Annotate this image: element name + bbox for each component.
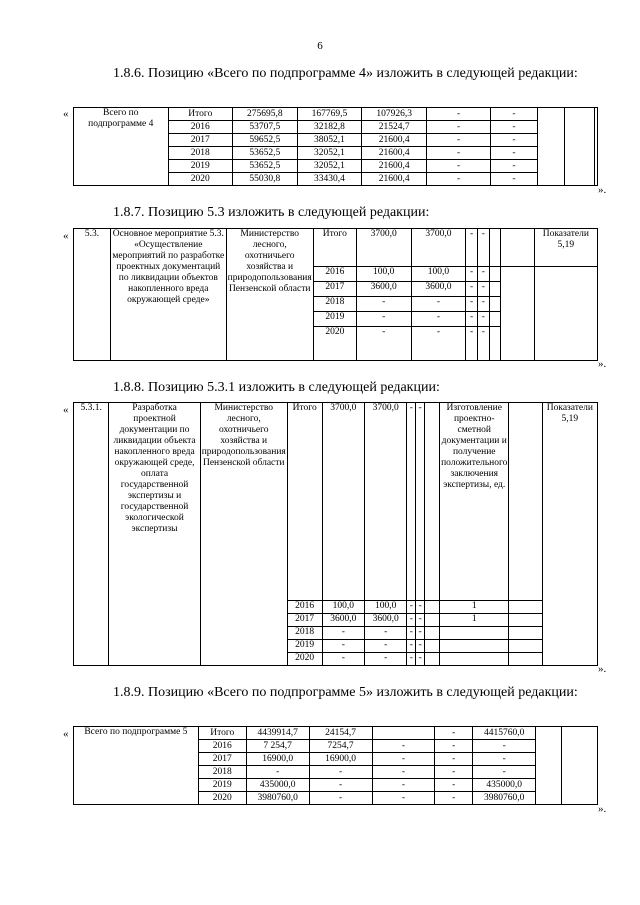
table-cell: 1 — [440, 614, 509, 627]
executor-cell: Министерство лесного, охотничьего хозяйства и природопользования Пензенской области — [200, 403, 287, 666]
table-subprogram-5 — [73, 726, 598, 805]
table-cell: - — [322, 627, 364, 640]
table-cell: 3980760,0 — [246, 792, 309, 805]
table-cell: 2017 — [313, 282, 356, 297]
table-cell: - — [322, 653, 364, 666]
table-cell: - — [491, 173, 537, 186]
table-cell: - — [364, 640, 406, 653]
table-cell: - — [426, 121, 490, 134]
empty-cell — [425, 614, 440, 627]
table-cell: 2018 — [313, 297, 356, 312]
table-cell: 21600,4 — [362, 173, 427, 186]
empty-cell — [489, 327, 501, 361]
table-cell: - — [246, 766, 309, 779]
table-cell: 7 254,7 — [246, 740, 309, 753]
empty-cell — [595, 108, 598, 186]
table-cell: - — [491, 147, 537, 160]
table-cell: - — [435, 753, 473, 766]
table-row — [74, 229, 598, 267]
table-cell: - — [372, 740, 435, 753]
quote-open: « — [63, 230, 69, 242]
table-cell: 3600,0 — [356, 282, 411, 297]
position-number-cell: 5.3. — [74, 229, 111, 361]
table-cell: - — [416, 601, 425, 614]
table-cell: - — [416, 627, 425, 640]
table-cell: 3700,0 — [364, 403, 406, 601]
table-cell: - — [416, 403, 425, 601]
table-cell: 59652,5 — [233, 134, 298, 147]
table-cell: - — [407, 403, 416, 601]
empty-cell — [509, 614, 542, 627]
table-cell: 3600,0 — [322, 614, 364, 627]
table-cell: 3600,0 — [364, 614, 406, 627]
position-name-cell: Всего по подпрограмме 4 — [74, 108, 169, 186]
result-indicator-cell: Изготовление проектно-сметной документации и получение положительного заключения экспертизы, ед. — [440, 403, 509, 601]
table-cell — [440, 627, 509, 640]
table-cell: - — [466, 297, 478, 312]
empty-cell — [425, 653, 440, 666]
table-cell: 2019 — [198, 779, 246, 792]
table-cell: 2020 — [198, 792, 246, 805]
quote-close: ». — [598, 663, 607, 675]
table-cell: 24154,7 — [309, 727, 372, 740]
table-cell: 7254,7 — [309, 740, 372, 753]
empty-cell — [489, 297, 501, 312]
table-cell: 2016 — [287, 601, 322, 614]
table-cell: - — [364, 653, 406, 666]
table-cell: 2018 — [287, 627, 322, 640]
table-cell: - — [466, 312, 478, 327]
table-cell: - — [426, 147, 490, 160]
table-cell: 2019 — [168, 160, 232, 173]
section-1-8-8-text: 1.8.8. Позицию 5.3.1 изложить в следующей редакции: — [113, 380, 440, 395]
table-cell: - — [372, 779, 435, 792]
table-cell: - — [426, 173, 490, 186]
table-row — [74, 403, 598, 601]
table-cell: 2020 — [287, 653, 322, 666]
table-cell: 4439914,7 — [246, 727, 309, 740]
empty-cell — [425, 601, 440, 614]
table-cell: - — [473, 740, 536, 753]
table-cell: 2017 — [198, 753, 246, 766]
table-cell: 100,0 — [411, 267, 466, 282]
quote-close: ». — [598, 358, 607, 370]
table-cell: - — [407, 653, 416, 666]
table-cell: 2018 — [198, 766, 246, 779]
empty-cell — [489, 312, 501, 327]
table-cell: 2020 — [313, 327, 356, 361]
table-cell: 21600,4 — [362, 147, 427, 160]
table-cell: - — [491, 134, 537, 147]
table-cell: - — [407, 627, 416, 640]
table-cell: 2017 — [287, 614, 322, 627]
table-cell: 21600,4 — [362, 160, 427, 173]
table-cell — [440, 653, 509, 666]
empty-cell — [501, 267, 534, 361]
section-1-8-9-text: 1.8.9. Позицию «Всего по подпрограмме 5» изложить в следующей редакции: — [113, 685, 578, 700]
table-cell: 1 — [440, 601, 509, 614]
empty-cell — [565, 108, 595, 186]
table-cell: 32052,1 — [297, 160, 362, 173]
table-cell: - — [322, 640, 364, 653]
table-position-5-3-1 — [73, 402, 598, 666]
empty-cell — [425, 640, 440, 653]
section-1-8-7-text: 1.8.7. Позицию 5.3 изложить в следующей редакции: — [113, 205, 430, 220]
table-cell: 53652,5 — [233, 160, 298, 173]
quote-open: « — [63, 404, 69, 416]
table-cell: - — [435, 792, 473, 805]
table-cell: 16900,0 — [246, 753, 309, 766]
table-cell: Итого — [313, 229, 356, 267]
table-cell: 21524,7 — [362, 121, 427, 134]
section-1-8-6-text: 1.8.6. Позицию «Всего по подпрограмме 4» изложить в следующей редакции: — [113, 66, 578, 81]
indicator-cell: Показатели 5,19 — [534, 229, 597, 267]
table-cell: - — [491, 108, 537, 121]
table-cell: - — [491, 121, 537, 134]
table-cell: Итого — [168, 108, 232, 121]
empty-cell — [509, 601, 542, 614]
table-cell: 3700,0 — [322, 403, 364, 601]
table-cell: 32052,1 — [297, 147, 362, 160]
table-cell: 53707,5 — [233, 121, 298, 134]
table-cell: 3600,0 — [411, 282, 466, 297]
position-name-cell: Всего по подпрограмме 5 — [74, 727, 199, 805]
empty-cell — [489, 229, 501, 267]
table-cell: - — [356, 327, 411, 361]
table-cell: 32182,8 — [297, 121, 362, 134]
table-cell: 53652,5 — [233, 147, 298, 160]
table-cell: - — [372, 753, 435, 766]
table-cell: 3700,0 — [356, 229, 411, 267]
table-subprogram-4 — [73, 107, 598, 186]
position-number-cell: 5.3.1. — [74, 403, 109, 666]
quote-open: « — [63, 728, 69, 740]
table-cell: - — [309, 792, 372, 805]
indicator-cell: Показатели 5,19 — [542, 403, 597, 666]
empty-cell — [509, 403, 542, 601]
table-cell: 3700,0 — [411, 229, 466, 267]
table-cell: 2017 — [168, 134, 232, 147]
table-cell: 4415760,0 — [473, 727, 536, 740]
table-cell: 100,0 — [322, 601, 364, 614]
table-cell: - — [466, 229, 478, 267]
table-cell: - — [426, 108, 490, 121]
empty-cell — [489, 267, 501, 282]
empty-cell — [562, 727, 598, 805]
position-name-cell: Разработка проектной документации по ликвидации объекта накопленного вреда окружающей среде, оплата государственной экспертизы и государственной экологической экспертизы — [109, 403, 200, 666]
empty-cell — [509, 627, 542, 640]
table-cell: 2016 — [198, 740, 246, 753]
empty-cell — [509, 640, 542, 653]
table-cell: - — [416, 614, 425, 627]
table-cell: - — [407, 601, 416, 614]
table-cell: - — [309, 766, 372, 779]
table-row — [74, 727, 598, 740]
executor-cell: Министерство лесного, охотничьего хозяйства и природопользования Пензенской области — [226, 229, 313, 361]
table-cell: - — [477, 327, 489, 361]
empty-cell — [425, 403, 440, 601]
empty-cell — [501, 229, 534, 267]
table-cell: - — [411, 297, 466, 312]
table-cell: 2016 — [313, 267, 356, 282]
table-row — [74, 108, 598, 121]
table-cell: - — [477, 267, 489, 282]
table-cell: - — [477, 282, 489, 297]
table-cell: - — [466, 282, 478, 297]
empty-cell — [537, 108, 565, 186]
table-cell: 2019 — [287, 640, 322, 653]
table-cell: 2020 — [168, 173, 232, 186]
table-cell: - — [477, 229, 489, 267]
quote-close: ». — [598, 184, 607, 196]
table-cell: 16900,0 — [309, 753, 372, 766]
table-cell: - — [416, 653, 425, 666]
table-cell: - — [435, 779, 473, 792]
empty-cell — [425, 627, 440, 640]
table-cell: - — [411, 312, 466, 327]
table-cell: - — [356, 297, 411, 312]
table-cell: - — [435, 740, 473, 753]
table-cell — [440, 640, 509, 653]
table-cell: - — [466, 327, 478, 361]
table-cell: - — [372, 792, 435, 805]
table-cell: - — [435, 727, 473, 740]
page-number: 6 — [317, 40, 323, 52]
table-cell: - — [416, 640, 425, 653]
table-cell — [372, 727, 435, 740]
table-cell: - — [477, 312, 489, 327]
table-cell: 55030,8 — [233, 173, 298, 186]
table-cell: 3980760,0 — [473, 792, 536, 805]
table-cell: 100,0 — [356, 267, 411, 282]
table-cell: - — [426, 134, 490, 147]
table-cell: - — [473, 753, 536, 766]
quote-close: ». — [598, 803, 607, 815]
empty-cell — [489, 282, 501, 297]
table-cell: Итого — [287, 403, 322, 601]
table-cell: - — [411, 327, 466, 361]
table-position-5-3 — [73, 228, 598, 361]
table-cell: - — [364, 627, 406, 640]
empty-cell — [534, 267, 597, 361]
table-cell: 38052,1 — [297, 134, 362, 147]
table-cell: Итого — [198, 727, 246, 740]
table-cell: 107926,3 — [362, 108, 427, 121]
empty-cell — [536, 727, 562, 805]
position-name-cell: Основное мероприятие 5.3. «Осуществление мероприятий по разработке проектных документаций по ликвидации объектов накопленного вреда окружающей среде» — [110, 229, 226, 361]
table-cell: 2018 — [168, 147, 232, 160]
table-cell: - — [491, 160, 537, 173]
table-cell: 435000,0 — [473, 779, 536, 792]
table-cell: - — [407, 640, 416, 653]
empty-cell — [509, 653, 542, 666]
table-cell: 100,0 — [364, 601, 406, 614]
table-cell: 275695,8 — [233, 108, 298, 121]
table-cell: 167769,5 — [297, 108, 362, 121]
table-cell: - — [309, 779, 372, 792]
table-cell: 2019 — [313, 312, 356, 327]
quote-open: « — [63, 108, 69, 120]
table-cell: - — [356, 312, 411, 327]
table-cell: 435000,0 — [246, 779, 309, 792]
table-cell: - — [435, 766, 473, 779]
table-cell: - — [407, 614, 416, 627]
table-cell: - — [426, 160, 490, 173]
table-cell: - — [466, 267, 478, 282]
table-cell: - — [477, 297, 489, 312]
table-cell: 21600,4 — [362, 134, 427, 147]
table-cell: 33430,4 — [297, 173, 362, 186]
table-cell: - — [473, 766, 536, 779]
table-cell: - — [372, 766, 435, 779]
table-cell: 2016 — [168, 121, 232, 134]
